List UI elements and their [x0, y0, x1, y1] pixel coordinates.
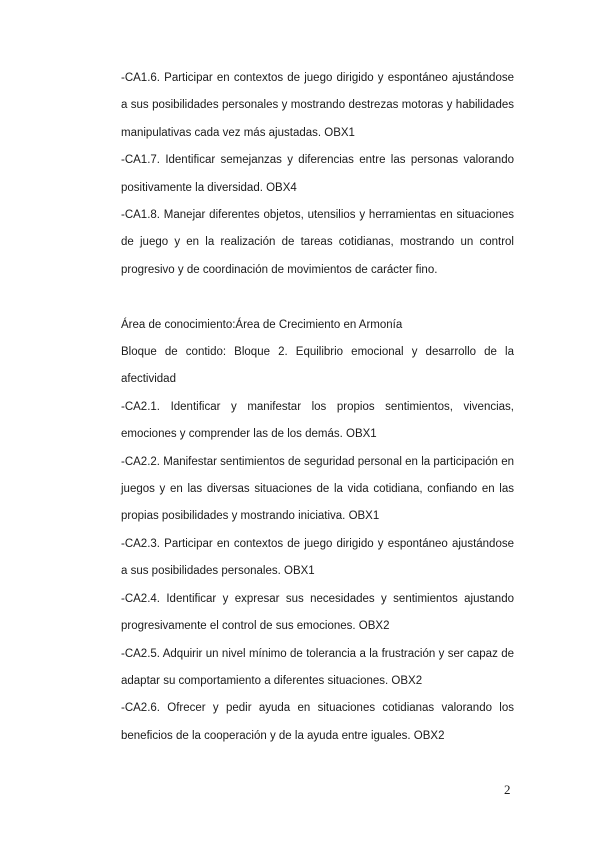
area-heading: Área de conocimiento:Área de Crecimiento en Armonía	[121, 318, 403, 331]
criterion-ca2-4: -CA2.4. Identificar y expresar sus necesidades y sentimientos ajustando progresivamente el control de sus emociones. OBX2	[121, 592, 514, 633]
criterion-ca1-8: -CA1.8. Manejar diferentes objetos, utensilios y herramientas en situaciones de juego y en la realización de tareas cotidianas, mostrando un control progresivo y de coordinación de movimientos de carácter fino.	[121, 209, 514, 276]
document-body	[121, 65, 514, 750]
block-heading: Bloque de contido: Bloque 2. Equilibrio emocional y desarrollo de la afectividad	[121, 346, 514, 386]
paragraph-gap	[121, 284, 514, 311]
criterion-ca1-6: -CA1.6. Participar en contextos de juego dirigido y espontáneo ajustándose a sus posibilidades personales y mostrando destrezas motoras y habilidades manipulativas cada vez más ajustadas. OBX1	[121, 72, 514, 139]
page-number: 2	[504, 782, 511, 797]
criterion-ca2-1: -CA2.1. Identificar y manifestar los propios sentimientos, vivencias, emociones y comprender las de los demás. OBX1	[121, 400, 514, 441]
criterion-ca1-7: -CA1.7. Identificar semejanzas y diferencias entre las personas valorando positivamente la diversidad. OBX4	[121, 154, 514, 194]
criterion-ca2-5: -CA2.5. Adquirir un nivel mínimo de tolerancia a la frustración y ser capaz de adaptar su comportamiento a diferentes situaciones. OBX2	[121, 647, 514, 687]
criterion-ca2-3: -CA2.3. Participar en contextos de juego dirigido y espontáneo ajustándose a sus posibilidades personales. OBX1	[121, 537, 514, 578]
criterion-ca2-6: -CA2.6. Ofrecer y pedir ayuda en situaciones cotidianas valorando los beneficios de la cooperación y de la ayuda entre iguales. OBX2	[121, 702, 514, 742]
criterion-ca2-2: -CA2.2. Manifestar sentimientos de seguridad personal en la participación en juegos y en las diversas situaciones de la vida cotidiana, confiando en las propias posibilidades y mostrando iniciativa. OBX1	[121, 455, 514, 523]
